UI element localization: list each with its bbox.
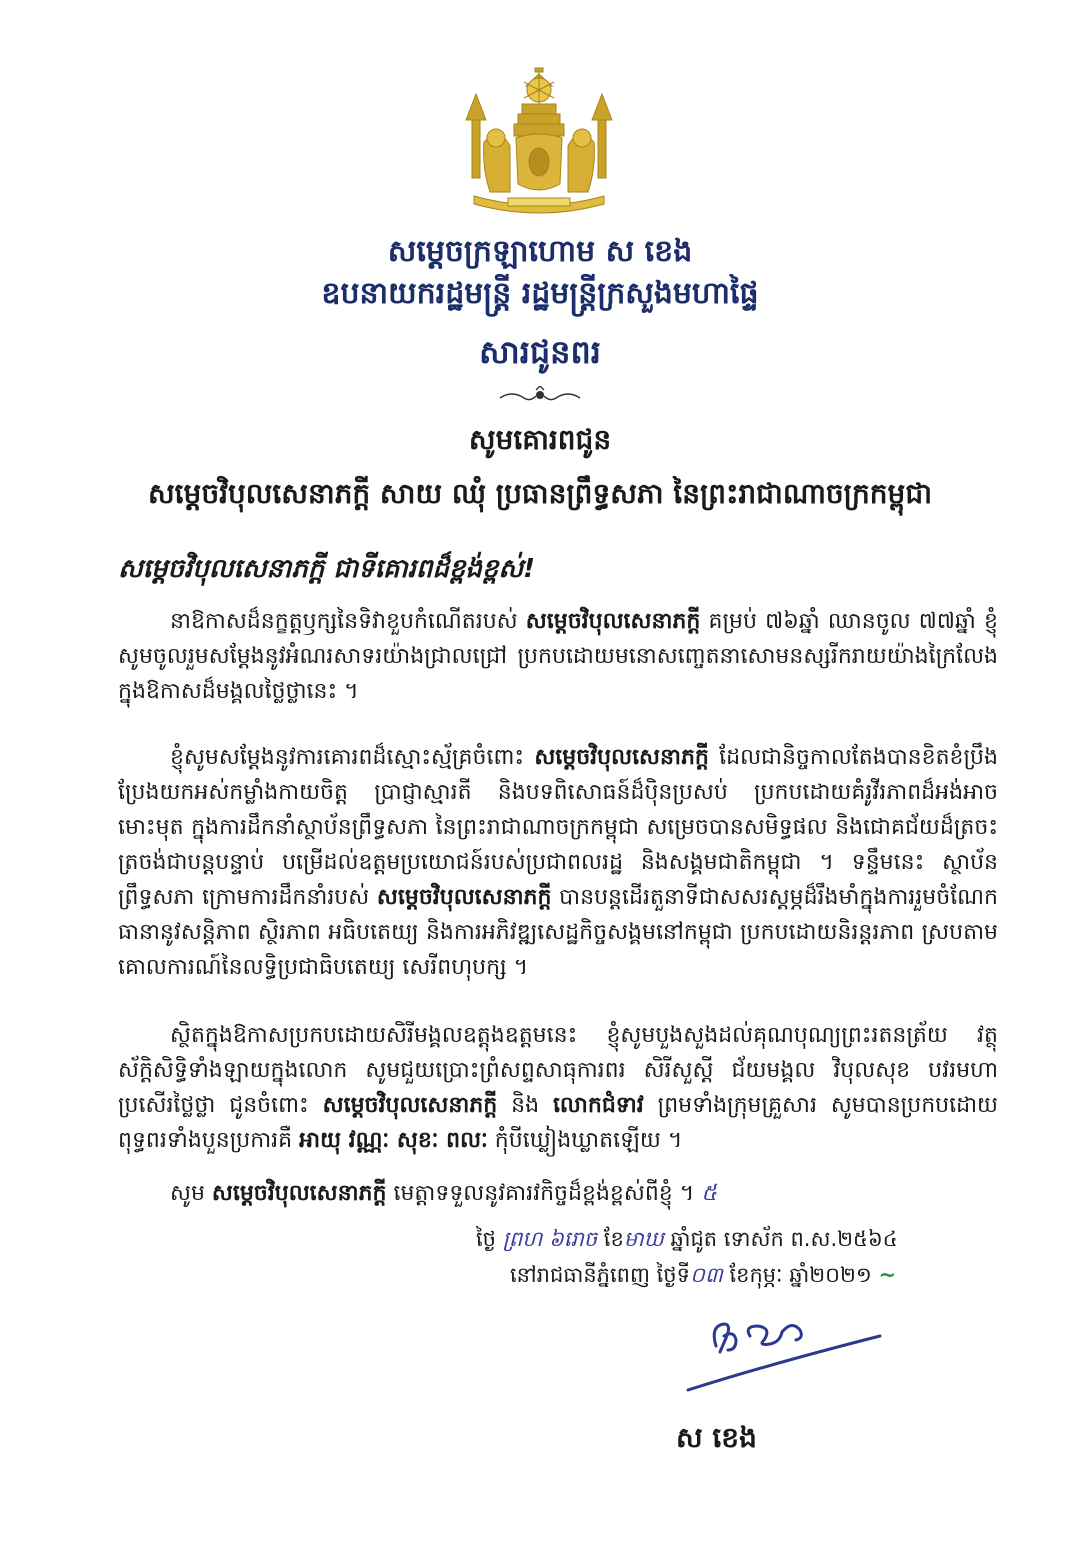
paragraph-4: សូម សម្តេចវិបុលសេនាភក្តី មេត្តាទទួលនូវគារវកិច្ចដ៏ខ្ពង់ខ្ពស់ពីខ្ញុំ ។ ៥ bbox=[170, 1181, 717, 1206]
paragraph-1: នាឱកាសដ៏នក្ខត្តឫក្សនៃទិវាខួបកំណើតរបស់ សម្តេចវិបុលសេនាភក្តី គម្រប់ ៧៦ឆ្នាំ ឈានចូល ៧៧ឆ្នាំ ខ្ញុំសូមចូលរួមសម្តែងនូវអំណរសាទរយ៉ាងជ្រាលជ្រៅ ប្រកបដោយមនោសញ្ចេតនាសោមនស្សរីករាយយ៉ាងក្រៃលែងក្នុងឱកាសដ៏មង្គលថ្លៃថ្លានេះ ។ bbox=[118, 609, 998, 704]
handwritten-mark: ៥ bbox=[701, 1181, 717, 1206]
document-type-heading: សារជូនពរ bbox=[479, 333, 601, 371]
ornament-divider-icon bbox=[490, 386, 590, 406]
recipient-name: សម្តេចវិបុលសេនាភក្តី សាយ ឈុំ ប្រធានព្រឹទ្ធសភា នៃព្រះរាជាណាចក្រកម្ពុជា bbox=[148, 477, 932, 510]
handwritten-month: មាឃ bbox=[623, 1227, 664, 1251]
solar-date-line: នៅរាជធានីភ្នំពេញ ថ្ងៃទី០៣ ខែកុម្ភៈ ឆ្នាំ២០២១ ~ bbox=[510, 1263, 897, 1287]
paragraph-2: ខ្ញុំសូមសម្តែងនូវការគោរពដ៏ស្មោះស្ម័គ្រចំពោះ សម្តេចវិបុលសេនាភក្តី ដែលជានិច្ចកាលតែងបានខិតខំប្រឹងប្រែងយកអស់កម្លាំងកាយចិត្ត ប្រាជ្ញាស្មារតី និងបទពិសោធន៍ដ៏ប៉ិនប្រសប់ ប្រកបដោយគំរូវីរភាពដ៏អង់អាចមោះមុត ក្នុងការដឹកនាំស្ថាប័នព្រឹទ្ធសភា នៃព្រះរាជាណាចក្រកម្ពុជា សម្រេចបានសមិទ្ធផល និងជោគជ័យដ៏ត្រចះត្រចង់ជាបន្តបន្ទាប់ បម្រើដល់ឧត្តមប្រយោជន៍របស់ប្រជាពលរដ្ឋ និងសង្គមជាតិកម្ពុជា ។ ទន្ទឹមនេះ ស្ថាប័នព្រឹទ្ធសភា ក្រោមការដឹកនាំរបស់ សម្តេចវិបុលសេនាភក្តី បានបន្តដើរតួនាទីជាសសរស្តម្ភដ៏រឹងមាំក្នុងការរួមចំណែកធានានូវសន្តិភាព ស្ថិរភាព អធិបតេយ្យ និងការអភិវឌ្ឍសេដ្ឋកិច្ចសង្គមនៅកម្ពុជា ប្រកបដោយនិរន្តរភាព ស្របតាមគោលការណ៍នៃលទ្ធិប្រជាធិបតេយ្យ សេរីពហុបក្ស ។ bbox=[118, 745, 998, 980]
signer-name: ស ខេង bbox=[676, 1421, 757, 1454]
salutation: សម្តេចវិបុលសេនាភក្តី ជាទីគោរពដ៏ខ្ពង់ខ្ពស់! bbox=[118, 554, 536, 584]
handwritten-tick: ~ bbox=[878, 1263, 897, 1287]
royal-coat-of-arms-icon bbox=[444, 64, 634, 224]
recipient-greeting: សូមគោរពជូន bbox=[468, 423, 612, 456]
handwritten-date: ០៣ bbox=[689, 1263, 723, 1287]
handwritten-signature-icon bbox=[680, 1306, 890, 1396]
author-position: ឧបនាយករដ្ឋមន្ត្រី រដ្ឋមន្ត្រីក្រសួងមហាផ្ទៃ bbox=[321, 276, 759, 311]
lunar-date-line: ថ្ងៃ ព្រហ ៦រោច ខែមាឃ ឆ្នាំជូត ទោស័ក ព.ស.២៥៦៤ bbox=[476, 1227, 898, 1251]
paragraph-3: ស្ថិតក្នុងឱកាសប្រកបដោយសិរីមង្គលឧត្តុងឧត្តមនេះ ខ្ញុំសូមបួងសួងដល់គុណបុណ្យព្រះរតនត្រ័យ វត្ថុស័ក្តិសិទ្ធិទាំងឡាយក្នុងលោក សូមជួយប្រោះព្រំសព្ទសាធុការពរ សិរីសួស្តី ជ័យមង្គល វិបុលសុខ បវរមហាប្រសើរថ្លៃថ្លា ជូនចំពោះ សម្តេចវិបុលសេនាភក្តី និង លោកជំទាវ ព្រមទាំងក្រុមគ្រួសារ សូមបានប្រកបដោយពុទ្ធពរទាំងបួនប្រការគឺ អាយុ វណ្ណៈ សុខៈ ពលៈ កុំបីឃ្លៀងឃ្លាតឡើយ ។ bbox=[118, 1023, 998, 1153]
author-title: សម្តេចក្រឡាហោម ស ខេង bbox=[387, 234, 693, 269]
handwritten-day: ព្រហ ៦រោច bbox=[502, 1227, 598, 1251]
